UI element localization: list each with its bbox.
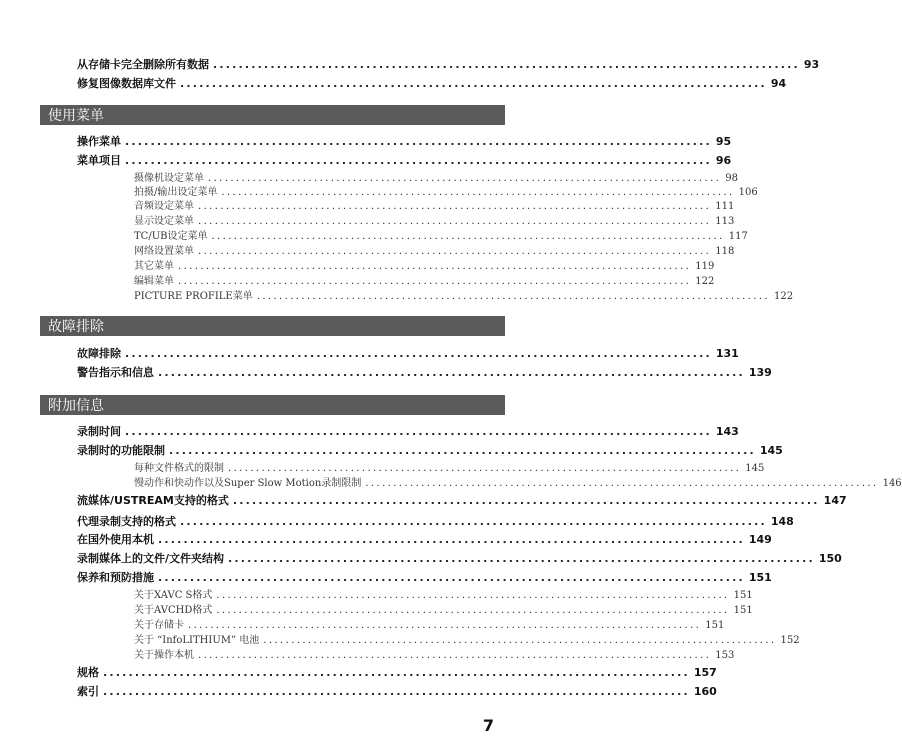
- toc-entry: [77, 531, 772, 547]
- toc-leader: ............................................................................................: [125, 425, 712, 438]
- toc-leader: ............................................................................................: [208, 173, 722, 184]
- toc-page: 152: [780, 635, 800, 646]
- toc-title: 规格: [77, 666, 99, 679]
- toc-leader: ............................................................................................: [178, 276, 692, 287]
- toc-subentry: [134, 272, 715, 287]
- toc-page: 113: [715, 216, 735, 227]
- toc-page: 93: [803, 58, 820, 71]
- toc-page: 131: [715, 347, 739, 360]
- toc-leader: ............................................................................................: [228, 463, 742, 474]
- toc-subentry: [134, 183, 758, 198]
- toc-entry: [77, 492, 847, 508]
- toc-page: 153: [715, 650, 735, 661]
- toc-page: 143: [715, 425, 739, 438]
- toc-subentry: [134, 257, 715, 272]
- toc-leader: ............................................................................................: [213, 58, 800, 71]
- toc-leader: ............................................................................................: [158, 366, 745, 379]
- toc-subtitle: 网络设置菜单: [134, 246, 194, 257]
- toc-page: 122: [773, 291, 794, 302]
- toc-leader: ............................................................................................: [211, 231, 725, 242]
- toc-subtitle: 每种文件格式的限制: [134, 463, 224, 474]
- toc-entry: [77, 683, 717, 699]
- page-number: 7: [482, 716, 494, 735]
- toc-leader: ............................................................................................: [125, 135, 712, 148]
- toc-subentry: [134, 459, 765, 474]
- toc-page: 157: [693, 666, 717, 679]
- toc-entry: [77, 442, 783, 458]
- toc-page: 146: [882, 478, 902, 489]
- toc-page: 145: [759, 444, 783, 457]
- toc-entry: [77, 664, 717, 680]
- toc-page: 148: [770, 515, 794, 528]
- toc-page: 98: [725, 173, 738, 184]
- toc-leader: ............................................................................................: [125, 154, 712, 167]
- toc-entry: [77, 423, 739, 439]
- toc-subtitle: TC/UB设定菜单: [134, 231, 208, 242]
- toc-subtitle: 关于存储卡: [134, 620, 184, 631]
- toc-leader: ............................................................................................: [256, 291, 770, 302]
- toc-title: 菜单项目: [77, 154, 121, 167]
- toc-title: 录制媒体上的文件/文件夹结构: [77, 552, 225, 565]
- toc-subtitle: 慢动作和快动作以及Super Slow Motion录制限制: [134, 478, 362, 489]
- toc-entry: [77, 152, 732, 168]
- toc-leader: ............................................................................................: [216, 590, 730, 601]
- toc-page: 151: [705, 620, 725, 631]
- toc-page: 119: [695, 261, 715, 272]
- toc-subtitle: 摄像机设定菜单: [134, 173, 204, 184]
- toc-subentry: [134, 646, 735, 661]
- toc-entry: [77, 75, 787, 91]
- toc-leader: ............................................................................................: [158, 533, 745, 546]
- toc-subentry: [134, 287, 794, 302]
- toc-leader: ............................................................................................: [198, 201, 712, 212]
- toc-page: 122: [695, 276, 715, 287]
- toc-title: 在国外使用本机: [77, 533, 154, 546]
- toc-entry: [77, 550, 842, 566]
- toc-subtitle: 关于AVCHD格式: [134, 605, 213, 616]
- toc-title: 录制时间: [77, 425, 121, 438]
- toc-subentry: [134, 474, 902, 489]
- toc-title: 索引: [77, 685, 99, 698]
- toc-subentry: [134, 242, 735, 257]
- toc-entry: [77, 345, 739, 361]
- toc-leader: ............................................................................................: [158, 571, 745, 584]
- toc-title: 流媒体/USTREAM支持的格式: [77, 494, 229, 507]
- toc-leader: ............................................................................................: [365, 478, 879, 489]
- toc-page: 111: [715, 201, 735, 212]
- toc-subtitle: 音频设定菜单: [134, 201, 194, 212]
- toc-subtitle: PICTURE PROFILE菜单: [134, 291, 253, 302]
- toc-leader: ............................................................................................: [103, 666, 690, 679]
- toc-leader: ............................................................................................: [169, 444, 756, 457]
- section-heading: 使用菜单: [40, 105, 505, 125]
- toc-title: 代理录制支持的格式: [77, 515, 176, 528]
- toc-page: 106: [738, 187, 758, 198]
- toc-subtitle: 关于XAVC S格式: [134, 590, 213, 601]
- toc-title: 警告指示和信息: [77, 366, 154, 379]
- toc-subentry: [134, 197, 735, 212]
- toc-subtitle: 显示设定菜单: [134, 216, 194, 227]
- toc-page: 151: [733, 605, 753, 616]
- toc-leader: ............................................................................................: [180, 515, 767, 528]
- toc-leader: ............................................................................................: [103, 685, 690, 698]
- toc-subentry: [134, 616, 725, 631]
- toc-leader: ............................................................................................: [125, 347, 712, 360]
- toc-title: 录制时的功能限制: [77, 444, 165, 457]
- toc-title: 修复图像数据库文件: [77, 77, 176, 90]
- toc-leader: ............................................................................................: [263, 635, 777, 646]
- toc-entry: [77, 56, 820, 72]
- toc-page: 118: [715, 246, 735, 257]
- toc-page: 94: [770, 77, 787, 90]
- toc-page: 139: [748, 366, 772, 379]
- toc-entry: [77, 569, 772, 585]
- toc-subentry: [134, 631, 800, 646]
- toc-leader: ............................................................................................: [188, 620, 702, 631]
- toc-leader: ............................................................................................: [180, 77, 767, 90]
- toc-subtitle: 拍摄/输出设定菜单: [134, 187, 218, 198]
- section-heading: 故障排除: [40, 316, 505, 336]
- toc-title: 保养和预防措施: [77, 571, 154, 584]
- toc-page: 95: [715, 135, 732, 148]
- toc-leader: ............................................................................................: [198, 216, 712, 227]
- toc-subtitle: 关于操作本机: [134, 650, 194, 661]
- toc-title: 操作菜单: [77, 135, 121, 148]
- toc-subentry: [134, 586, 753, 601]
- toc-entry: [77, 133, 732, 149]
- toc-leader: ............................................................................................: [221, 187, 735, 198]
- toc-subentry: [134, 601, 753, 616]
- toc-leader: ............................................................................................: [178, 261, 692, 272]
- toc-leader: ............................................................................................: [228, 552, 815, 565]
- toc-entry: [77, 513, 794, 529]
- toc-title: 故障排除: [77, 347, 121, 360]
- toc-subtitle: 关于 “InfoLITHIUM” 电池: [134, 635, 260, 646]
- toc-page: 117: [728, 231, 748, 242]
- toc-title: 从存储卡完全删除所有数据: [77, 58, 209, 71]
- toc-page: 150: [818, 552, 842, 565]
- toc-subentry: [134, 212, 735, 227]
- toc-page: 147: [823, 494, 847, 507]
- toc-leader: ............................................................................................: [198, 650, 712, 661]
- toc-entry: [77, 364, 772, 380]
- toc-page: 149: [748, 533, 772, 546]
- toc-page: 160: [693, 685, 717, 698]
- toc-subentry: [134, 169, 738, 184]
- toc-page: 151: [733, 590, 753, 601]
- toc-leader: ............................................................................................: [216, 605, 730, 616]
- toc-page: 145: [745, 463, 765, 474]
- toc-subtitle: 编辑菜单: [134, 276, 174, 287]
- toc-leader: ............................................................................................: [232, 494, 820, 507]
- toc-page: 96: [715, 154, 732, 167]
- toc-subtitle: 其它菜单: [134, 261, 174, 272]
- section-heading: 附加信息: [40, 395, 505, 415]
- toc-page: 151: [748, 571, 772, 584]
- toc-subentry: [134, 227, 748, 242]
- toc-leader: ............................................................................................: [198, 246, 712, 257]
